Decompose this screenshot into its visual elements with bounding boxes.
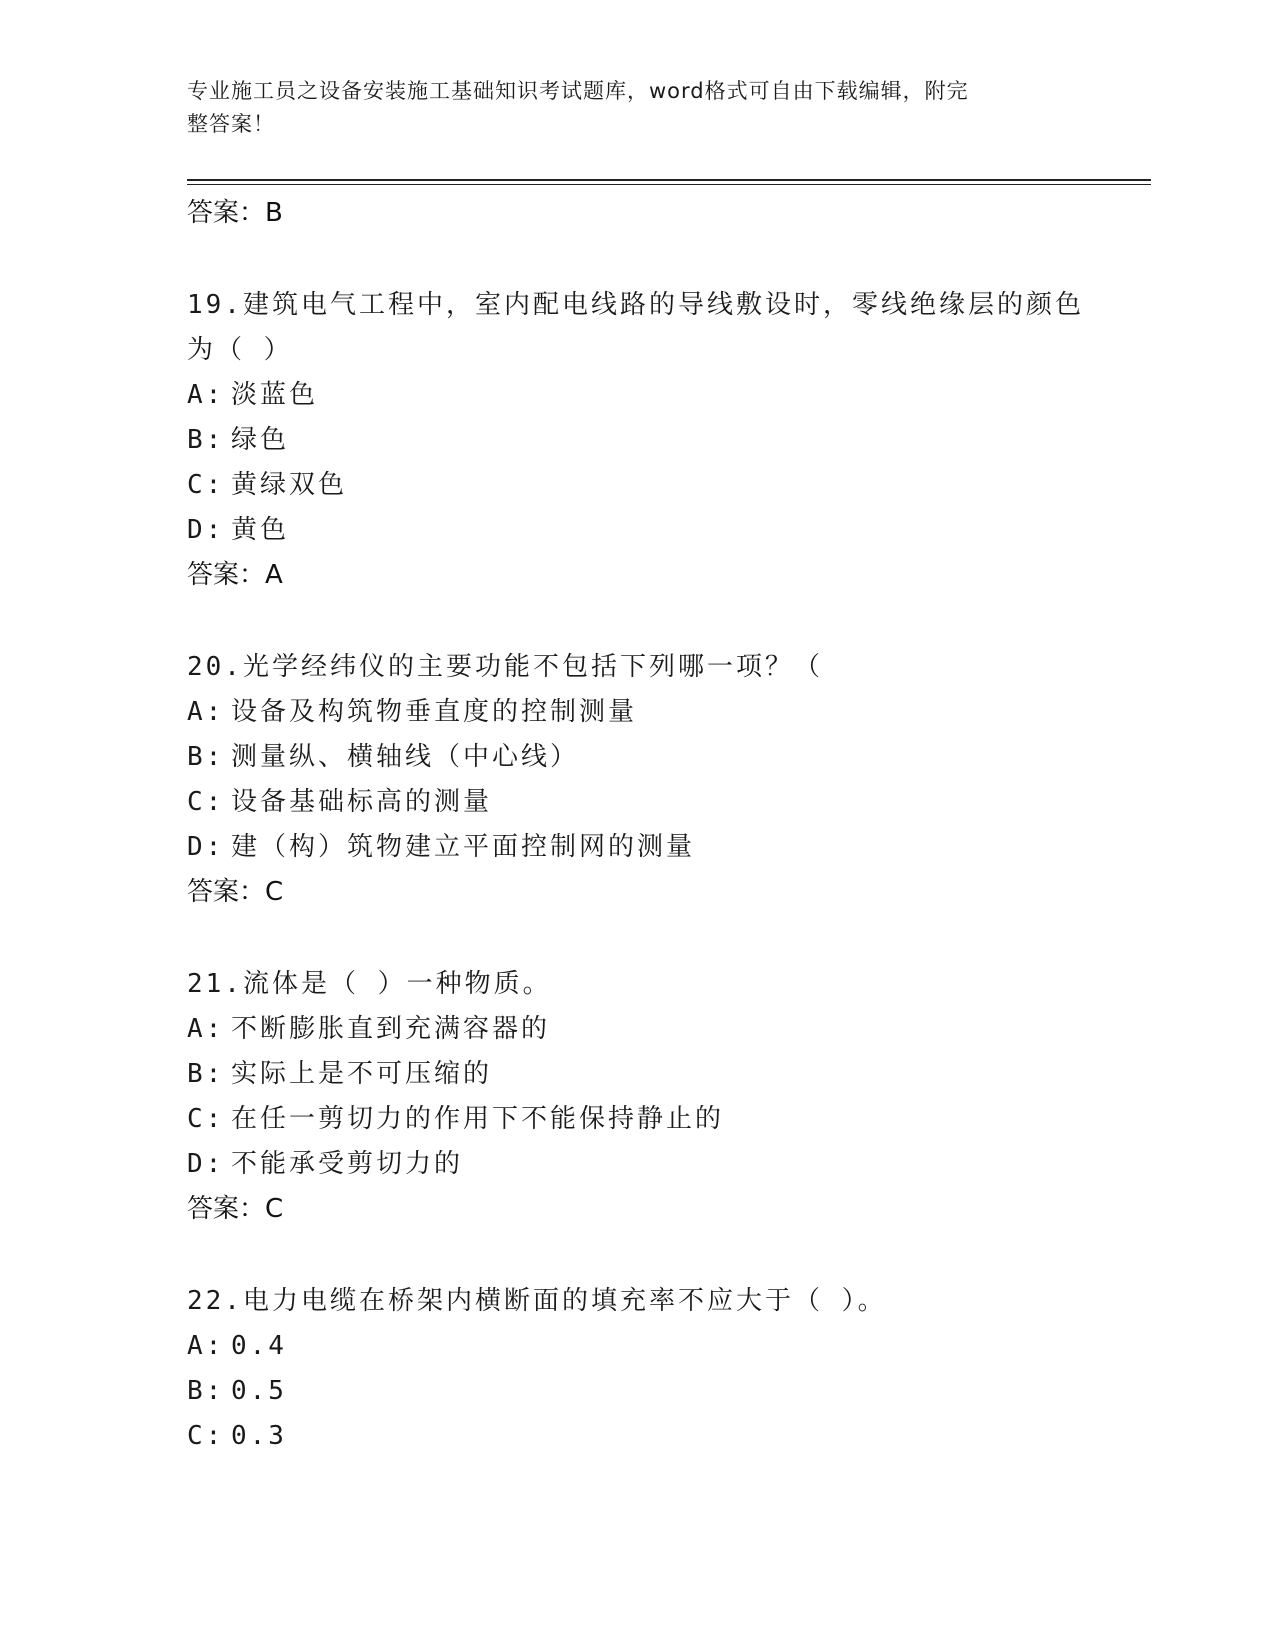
question-option [187, 1007, 1151, 1052]
answer-line: 答案：C [187, 877, 284, 907]
answer-line: 答案：B [187, 198, 283, 228]
question-stem: 20.光学经纬仪的主要功能不包括下列哪一项？（ [187, 652, 823, 682]
question-option [187, 825, 1151, 870]
question-option [187, 1097, 1151, 1142]
question-option [187, 1369, 1151, 1414]
option-text: 实际上是不可压缩的 [231, 1059, 493, 1089]
option-letter: A: [187, 697, 225, 727]
question-option [187, 508, 1151, 553]
question-gap [187, 1231, 1151, 1279]
option-text: 不断膨胀直到充满容器的 [231, 1014, 551, 1044]
question-option [187, 463, 1151, 508]
question-option [187, 418, 1151, 463]
question-block [187, 645, 1151, 914]
option-text: 设备及构筑物垂直度的控制测量 [231, 697, 638, 727]
question-option [187, 690, 1151, 735]
option-text: 黄色 [231, 515, 290, 545]
option-text: 0.3 [231, 1421, 287, 1451]
question-option [187, 1052, 1151, 1097]
option-letter: D: [187, 832, 225, 862]
option-letter: A: [187, 1331, 225, 1361]
option-text: 0.4 [231, 1331, 287, 1361]
question-block [187, 962, 1151, 1231]
option-text: 测量纵、横轴线（中心线） [231, 742, 580, 772]
document-header [187, 75, 1067, 141]
option-letter: D: [187, 1149, 225, 1179]
option-letter: C: [187, 787, 225, 817]
option-text: 在任一剪切力的作用下不能保持静止的 [231, 1104, 725, 1134]
question-option [187, 780, 1151, 825]
option-letter: B: [187, 425, 225, 455]
option-letter: C: [187, 470, 225, 500]
header-line-1: 专业施工员之设备安装施工基础知识考试题库，word格式可自由下载编辑，附完 [187, 79, 969, 103]
option-letter: B: [187, 742, 225, 772]
question-list [187, 191, 1151, 1459]
option-text: 绿色 [231, 425, 290, 455]
option-text: 不能承受剪切力的 [231, 1149, 464, 1179]
option-letter: A: [187, 1014, 225, 1044]
option-text: 设备基础标高的测量 [231, 787, 493, 817]
question-gap [187, 235, 1151, 283]
option-letter: D: [187, 515, 225, 545]
answer-line: 答案：A [187, 560, 283, 590]
question-option [187, 1414, 1151, 1459]
question-option [187, 1142, 1151, 1187]
option-text: 淡蓝色 [231, 380, 319, 410]
option-text: 黄绿双色 [231, 470, 348, 500]
option-text: 0.5 [231, 1376, 287, 1406]
question-stem: 为（ ） [187, 335, 293, 365]
question-gap [187, 914, 1151, 962]
question-stem: 19.建筑电气工程中，室内配电线路的导线敷设时，零线绝缘层的颜色 [187, 290, 1084, 320]
option-letter: A: [187, 380, 225, 410]
question-stem: 21.流体是（ ）一种物质。 [187, 969, 552, 999]
question-option [187, 1324, 1151, 1369]
header-line-2: 整答案！ [187, 112, 275, 136]
question-block [187, 1279, 1151, 1459]
option-letter: C: [187, 1104, 225, 1134]
option-letter: C: [187, 1421, 225, 1451]
header-rule-thin [187, 184, 1151, 185]
question-stem: 22.电力电缆在桥架内横断面的填充率不应大于（ ）。 [187, 1286, 887, 1316]
question-option [187, 373, 1151, 418]
question-gap [187, 597, 1151, 645]
question-block [187, 283, 1151, 597]
option-letter: B: [187, 1059, 225, 1089]
option-letter: B: [187, 1376, 225, 1406]
answer-line: 答案：C [187, 1194, 284, 1224]
question-option [187, 735, 1151, 780]
header-rule-thick [187, 179, 1151, 181]
option-text: 建（构）筑物建立平面控制网的测量 [231, 832, 696, 862]
